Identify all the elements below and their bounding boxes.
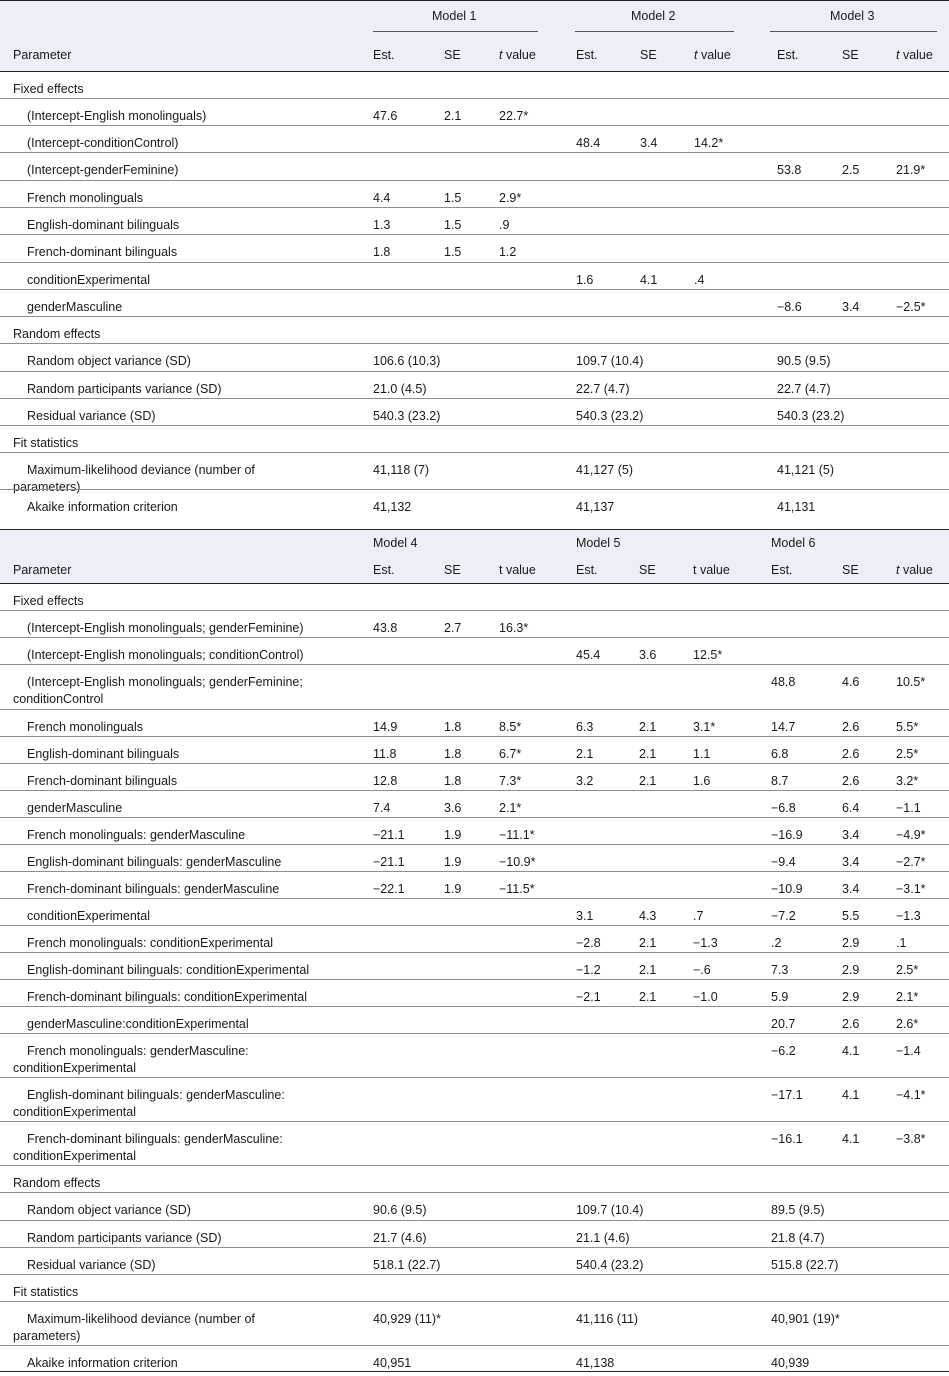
estimate-cell: .2: [771, 936, 782, 950]
column-header-se: SE: [444, 563, 461, 577]
se-cell: 1.5: [444, 191, 462, 205]
se-cell: 1.9: [444, 828, 462, 842]
row-rule: [0, 289, 949, 290]
row-rule: [0, 125, 949, 126]
t-value-cell: 7.3*: [499, 774, 522, 788]
column-header-se: SE: [842, 563, 859, 577]
estimate-cell: −2.1: [576, 990, 601, 1004]
t-value-cell: −4.9*: [896, 828, 926, 842]
estimate-sd-cell: 21.1 (4.6): [576, 1231, 630, 1245]
row-label: Random object variance (SD): [27, 354, 191, 368]
estimate-cell: 48.4: [576, 136, 601, 150]
t-value-cell: −1.3: [896, 909, 921, 923]
row-label: genderMasculine: [27, 801, 123, 815]
se-cell: 2.1: [639, 720, 657, 734]
t-value-cell: 1.1: [693, 747, 711, 761]
se-cell: 4.1: [640, 273, 658, 287]
estimate-sd-cell: 90.5 (9.5): [777, 354, 831, 368]
estimate-sd-cell: 540.3 (23.2): [777, 409, 845, 423]
se-cell: 1.5: [444, 245, 462, 259]
estimate-sd-cell: 21.7 (4.6): [373, 1231, 427, 1245]
estimate-cell: −1.2: [576, 963, 601, 977]
se-cell: 2.6: [842, 774, 860, 788]
se-cell: 2.1: [639, 747, 657, 761]
estimate-sd-cell: 41,127 (5): [576, 463, 633, 477]
se-cell: 1.9: [444, 882, 462, 896]
estimate-cell: −7.2: [771, 909, 796, 923]
t-value-cell: 10.5*: [896, 675, 926, 689]
estimate-cell: −2.8: [576, 936, 601, 950]
estimate-cell: 11.8: [373, 747, 397, 761]
row-rule: [0, 1165, 949, 1166]
model-label-4: Model 4: [373, 536, 418, 550]
row-rule: [0, 1274, 949, 1275]
row-rule: [0, 637, 949, 638]
se-cell: 4.1: [842, 1088, 860, 1102]
column-header-est: Est.: [373, 563, 395, 577]
row-rule: [0, 925, 949, 926]
t-value-cell: .4: [694, 273, 705, 287]
row-label: Random participants variance (SD): [27, 1231, 222, 1245]
row-label: French monolinguals: genderMasculine: [27, 828, 246, 842]
t-value-cell: 14.2*: [694, 136, 724, 150]
t-value-cell: 2.9*: [499, 191, 522, 205]
estimate-cell: 6.8: [771, 747, 789, 761]
estimate-sd-cell: 515.8 (22.7): [771, 1258, 839, 1272]
t-value-cell: .1: [896, 936, 907, 950]
t-value-cell: −11.1*: [499, 828, 535, 842]
t-value-cell: −1.0: [693, 990, 718, 1004]
model-group-rule: [373, 31, 538, 32]
column-header-est: Est.: [576, 48, 598, 62]
row-rule: [0, 844, 949, 845]
row-label: Akaike information criterion: [27, 500, 178, 514]
section-heading: Fixed effects: [13, 82, 84, 96]
estimate-sd-cell: 41,116 (11): [576, 1312, 639, 1326]
t-symbol: t: [499, 48, 503, 62]
estimate-cell: 3.2: [576, 774, 594, 788]
estimate-cell: 6.3: [576, 720, 594, 734]
estimate-cell: 7.3: [771, 963, 789, 977]
se-cell: 3.6: [639, 648, 657, 662]
se-cell: 2.6: [842, 747, 860, 761]
estimate-sd-cell: 89.5 (9.5): [771, 1203, 825, 1217]
row-label: (Intercept-English monolinguals): [27, 109, 207, 123]
row-label: (Intercept-English monolinguals; conditionControl): [27, 648, 304, 662]
model-label-2: Model 2: [631, 9, 676, 23]
t-value-cell: .9: [499, 218, 510, 232]
estimate-cell: 2.1: [576, 747, 594, 761]
se-cell: 3.4: [842, 300, 860, 314]
column-header-t-value: [694, 47, 731, 64]
se-cell: 4.6: [842, 675, 860, 689]
t-value-cell: −11.5*: [499, 882, 535, 896]
row-label: Random participants variance (SD): [27, 382, 222, 396]
estimate-cell: −22.1: [373, 882, 405, 896]
t-value-cell: −4.1*: [896, 1088, 926, 1102]
t-symbol: t: [896, 48, 900, 62]
row-label: English-dominant bilinguals: genderMasculine: conditionExperimental: [13, 1088, 285, 1119]
t-value-cell: 16.3*: [499, 621, 529, 635]
t-value-cell: 3.2*: [896, 774, 919, 788]
estimate-sd-cell: 41,121 (5): [777, 463, 834, 477]
row-rule: [0, 1192, 949, 1193]
estimate-sd-cell: 22.7 (4.7): [777, 382, 831, 396]
row-label: French-dominant bilinguals: [27, 774, 178, 788]
estimate-cell: 12.8: [373, 774, 398, 788]
section-heading: Fit statistics: [13, 436, 79, 450]
estimate-cell: 47.6: [373, 109, 398, 123]
estimate-sd-cell: 40,951: [373, 1356, 412, 1370]
estimate-sd-cell: 540.3 (23.2): [373, 409, 441, 423]
estimate-cell: −21.1: [373, 828, 405, 842]
row-label: French-dominant bilinguals: genderMasculine: [27, 882, 280, 896]
estimate-sd-cell: 21.0 (4.5): [373, 382, 427, 396]
section-heading: Random effects: [13, 1176, 101, 1190]
t-value-cell: −3.1*: [896, 882, 926, 896]
se-cell: 2.1: [444, 109, 462, 123]
row-rule: [0, 1077, 949, 1078]
row-rule: [0, 871, 949, 872]
row-label: English-dominant bilinguals: [27, 747, 180, 761]
estimate-sd-cell: 41,131: [777, 500, 816, 514]
row-label: Residual variance (SD): [27, 409, 156, 423]
t-value-cell: −1.4: [896, 1044, 921, 1058]
estimate-cell: 7.4: [373, 801, 391, 815]
column-header-se: SE: [444, 48, 461, 62]
t-value-label: t value: [499, 563, 536, 577]
t-value-cell: 1.6: [693, 774, 711, 788]
t-value-cell: 8.5*: [499, 720, 522, 734]
estimate-sd-cell: 109.7 (10.4): [576, 1203, 644, 1217]
t-value-label: t value: [693, 563, 730, 577]
row-label: conditionExperimental: [27, 273, 150, 287]
row-rule: [0, 1033, 949, 1034]
se-cell: 1.9: [444, 855, 462, 869]
column-header-se: SE: [640, 48, 657, 62]
row-rule: [0, 180, 949, 181]
estimate-cell: 20.7: [771, 1017, 796, 1031]
estimate-cell: 3.1: [576, 909, 594, 923]
t-value-cell: −3.8*: [896, 1132, 926, 1146]
row-label: English-dominant bilinguals: conditionExperimental: [27, 963, 310, 977]
estimate-sd-cell: 21.8 (4.7): [771, 1231, 825, 1245]
model-label-6: Model 6: [771, 536, 816, 550]
row-rule: [0, 452, 949, 453]
row-label: (Intercept-genderFeminine): [27, 163, 179, 177]
estimate-sd-cell: 540.4 (23.2): [576, 1258, 644, 1272]
column-header-est: Est.: [771, 563, 793, 577]
se-cell: 2.6: [842, 720, 860, 734]
row-label: Akaike information criterion: [27, 1356, 178, 1370]
row-label: conditionExperimental: [27, 909, 150, 923]
row-rule: [0, 207, 949, 208]
se-cell: 2.9: [842, 990, 860, 1004]
t-value-cell: 2.5*: [896, 747, 919, 761]
row-rule: [0, 817, 949, 818]
column-header-t-value: [499, 562, 536, 579]
se-cell: 4.3: [639, 909, 657, 923]
row-rule: [0, 952, 949, 953]
t-value-cell: 22.7*: [499, 109, 529, 123]
estimate-sd-cell: 90.6 (9.5): [373, 1203, 427, 1217]
estimate-cell: −17.1: [771, 1088, 803, 1102]
section-heading: Random effects: [13, 327, 101, 341]
row-rule: [0, 316, 949, 317]
t-value-cell: −2.5*: [896, 300, 926, 314]
row-rule: [0, 763, 949, 764]
row-rule: [0, 1121, 949, 1122]
t-value-label: value: [697, 48, 731, 62]
column-header-parameter: Parameter: [13, 48, 72, 62]
t-value-label: value: [502, 48, 536, 62]
row-rule: [0, 398, 949, 399]
estimate-cell: −9.4: [771, 855, 796, 869]
row-label: English-dominant bilinguals: genderMasculine: [27, 855, 282, 869]
se-cell: 6.4: [842, 801, 860, 815]
column-header-t-value: [896, 47, 933, 64]
model-label-5: Model 5: [576, 536, 621, 550]
estimate-cell: 5.9: [771, 990, 789, 1004]
row-rule: [0, 343, 949, 344]
row-label: Residual variance (SD): [27, 1258, 156, 1272]
row-label: genderMasculine: [27, 300, 123, 314]
row-label: French-dominant bilinguals: genderMasculine: conditionExperimental: [13, 1132, 283, 1163]
se-cell: 3.6: [444, 801, 462, 815]
estimate-cell: 43.8: [373, 621, 398, 635]
t-value-cell: 21.9*: [896, 163, 926, 177]
estimate-cell: −6.2: [771, 1044, 796, 1058]
t-value-cell: 2.1*: [896, 990, 919, 1004]
t-value-cell: 2.1*: [499, 801, 522, 815]
row-rule: [0, 898, 949, 899]
column-header-se: SE: [639, 563, 656, 577]
row-rule: [0, 664, 949, 665]
model-label-3: Model 3: [830, 9, 875, 23]
row-rule: [0, 371, 949, 372]
se-cell: 1.8: [444, 774, 462, 788]
row-rule: [0, 736, 949, 737]
column-header-est: Est.: [373, 48, 395, 62]
se-cell: 2.6: [842, 1017, 860, 1031]
row-label: Maximum-likelihood deviance (number of parameters): [13, 463, 255, 494]
section-heading: Fixed effects: [13, 594, 84, 608]
row-rule: [0, 425, 949, 426]
t-value-cell: −10.9*: [499, 855, 536, 869]
row-label: French monolinguals: conditionExperimental: [27, 936, 273, 950]
estimate-cell: 45.4: [576, 648, 601, 662]
row-label: French monolinguals: [27, 720, 144, 734]
estimate-cell: 1.8: [373, 245, 391, 259]
row-rule: [0, 790, 949, 791]
row-rule: [0, 152, 949, 153]
header-bottom-rule: [0, 71, 949, 72]
estimate-sd-cell: 518.1 (22.7): [373, 1258, 441, 1272]
t-value-cell: 2.6*: [896, 1017, 919, 1031]
se-cell: 2.5: [842, 163, 860, 177]
row-label: (Intercept-conditionControl): [27, 136, 179, 150]
estimate-cell: −8.6: [777, 300, 802, 314]
t-value-cell: −.6: [693, 963, 711, 977]
row-label: Random object variance (SD): [27, 1203, 191, 1217]
row-rule: [0, 1345, 949, 1346]
row-rule: [0, 262, 949, 263]
t-value-cell: 12.5*: [693, 648, 723, 662]
row-rule: [0, 709, 949, 710]
row-rule: [0, 1006, 949, 1007]
estimate-cell: 48.8: [771, 675, 796, 689]
se-cell: 1.8: [444, 720, 462, 734]
t-symbol: t: [896, 563, 900, 577]
se-cell: 4.1: [842, 1132, 860, 1146]
estimate-cell: 1.6: [576, 273, 594, 287]
row-label: genderMasculine:conditionExperimental: [27, 1017, 249, 1031]
row-rule: [0, 98, 949, 99]
estimate-cell: −21.1: [373, 855, 405, 869]
estimate-cell: −16.1: [771, 1132, 803, 1146]
t-value-cell: 2.5*: [896, 963, 919, 977]
t-value-cell: 5.5*: [896, 720, 919, 734]
estimate-cell: −16.9: [771, 828, 803, 842]
estimate-cell: −6.8: [771, 801, 796, 815]
se-cell: 2.1: [639, 963, 657, 977]
se-cell: 2.1: [639, 774, 657, 788]
model-group-rule: [770, 31, 937, 32]
estimate-sd-cell: 40,929 (11)*: [373, 1312, 441, 1326]
estimate-sd-cell: 109.7 (10.4): [576, 354, 644, 368]
column-header-est: Est.: [576, 563, 598, 577]
column-header-t-value: [693, 562, 730, 579]
se-cell: 4.1: [842, 1044, 860, 1058]
row-label: French-dominant bilinguals: conditionExperimental: [27, 990, 308, 1004]
row-rule: [0, 234, 949, 235]
se-cell: 3.4: [842, 882, 860, 896]
se-cell: 1.5: [444, 218, 462, 232]
se-cell: 5.5: [842, 909, 860, 923]
row-label: French-dominant bilinguals: [27, 245, 178, 259]
estimate-sd-cell: 41,137: [576, 500, 615, 514]
t-value-cell: −2.7*: [896, 855, 926, 869]
se-cell: 2.9: [842, 963, 860, 977]
column-header-t-value: [499, 47, 536, 64]
estimate-sd-cell: 40,901 (19)*: [771, 1312, 840, 1326]
t-value-cell: −1.3: [693, 936, 718, 950]
column-header-parameter: Parameter: [13, 563, 72, 577]
t-symbol: t: [694, 48, 698, 62]
t-value-cell: 1.2: [499, 245, 517, 259]
t-value-cell: .7: [693, 909, 704, 923]
column-header-se: SE: [842, 48, 859, 62]
row-rule: [0, 1247, 949, 1248]
block2-top-rule: [0, 529, 949, 530]
se-cell: 3.4: [842, 828, 860, 842]
estimate-sd-cell: 41,118 (7): [373, 463, 430, 477]
row-rule: [0, 610, 949, 611]
estimate-cell: 1.3: [373, 218, 391, 232]
section-heading: Fit statistics: [13, 1285, 79, 1299]
row-rule: [0, 489, 949, 490]
row-label: French monolinguals: [27, 191, 144, 205]
t-value-label: value: [899, 563, 933, 577]
estimate-sd-cell: 40,939: [771, 1356, 810, 1370]
row-label: French monolinguals: genderMasculine: conditionExperimental: [13, 1044, 249, 1075]
se-cell: 2.1: [639, 990, 657, 1004]
row-rule: [0, 979, 949, 980]
se-cell: 2.7: [444, 621, 462, 635]
estimate-cell: 8.7: [771, 774, 789, 788]
table-bottom-rule: [0, 1371, 949, 1372]
row-label: English-dominant bilinguals: [27, 218, 180, 232]
t-value-cell: 6.7*: [499, 747, 522, 761]
estimate-cell: −10.9: [771, 882, 803, 896]
row-rule: [0, 1301, 949, 1302]
row-label: (Intercept-English monolinguals; genderFeminine): [27, 621, 304, 635]
estimate-sd-cell: 41,132: [373, 500, 412, 514]
se-cell: 2.1: [639, 936, 657, 950]
column-header-est: Est.: [777, 48, 799, 62]
estimate-cell: 4.4: [373, 191, 391, 205]
se-cell: 3.4: [842, 855, 860, 869]
estimate-sd-cell: 22.7 (4.7): [576, 382, 630, 396]
model-label-1: Model 1: [432, 9, 477, 23]
t-value-cell: 3.1*: [693, 720, 716, 734]
row-rule: [0, 1220, 949, 1221]
estimate-sd-cell: 106.6 (10.3): [373, 354, 441, 368]
t-value-label: value: [899, 48, 933, 62]
row-label: (Intercept-English monolinguals; genderFeminine; conditionControl: [13, 675, 303, 706]
table-top-rule: [0, 0, 949, 1]
model-group-rule: [575, 31, 734, 32]
se-cell: 2.9: [842, 936, 860, 950]
estimate-sd-cell: 540.3 (23.2): [576, 409, 644, 423]
column-header-t-value: [896, 562, 933, 579]
se-cell: 1.8: [444, 747, 462, 761]
header-bottom-rule: [0, 583, 949, 584]
row-label: Maximum-likelihood deviance (number of parameters): [13, 1312, 255, 1343]
estimate-cell: 53.8: [777, 163, 802, 177]
t-value-cell: −1.1: [896, 801, 921, 815]
estimate-sd-cell: 41,138: [576, 1356, 615, 1370]
se-cell: 3.4: [640, 136, 658, 150]
estimate-cell: 14.7: [771, 720, 796, 734]
estimate-cell: 14.9: [373, 720, 398, 734]
